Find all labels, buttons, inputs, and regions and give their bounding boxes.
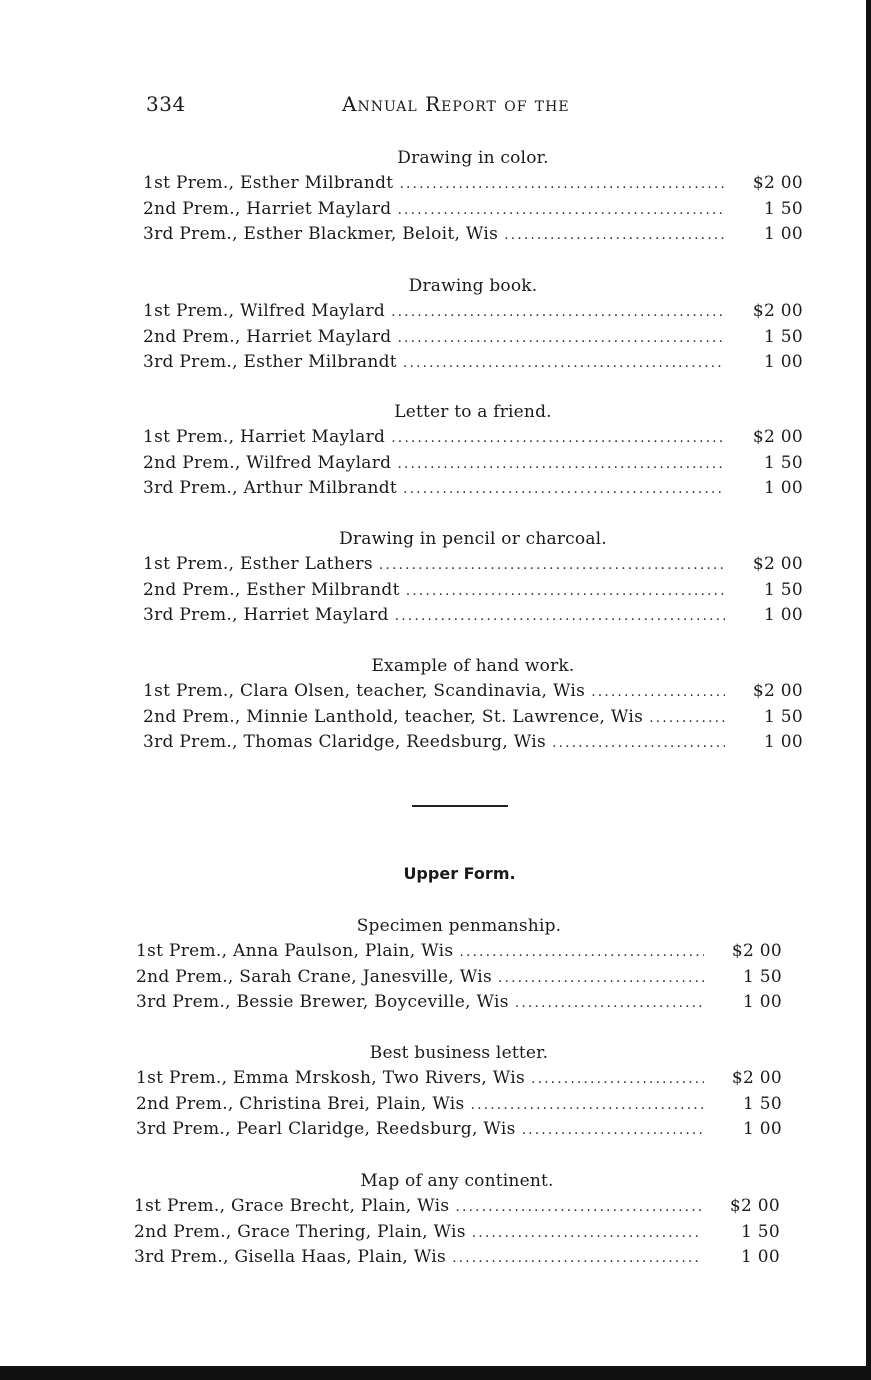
upper-form-heading: Upper Form. [403,864,516,883]
entry-amount: 1 50 [742,966,782,987]
premium-entry [143,451,803,477]
section-title: Map of any continent. [360,1171,554,1191]
scan-border-right [866,0,871,1380]
dot-leader [498,966,704,992]
premium-entry [134,1220,780,1246]
entry-amount: 1 00 [742,992,782,1012]
entry-text: 1st Prem., Harriet Maylard [143,427,386,447]
entry-text: 2nd Prem., Esther Milbrandt [143,579,400,600]
entry-amount: $2 00 [752,301,803,321]
entry-amount: 1 50 [763,326,803,347]
dot-leader [522,1118,704,1144]
section-drawing-in-pencil [143,526,803,629]
entry-amount: 1 50 [763,706,803,727]
dot-leader [552,731,725,757]
premium-entry [143,705,803,731]
premium-entry [136,1092,782,1118]
dot-leader [531,1067,704,1093]
entry-amount: $2 00 [752,427,803,447]
entry-text: 3rd Prem., Harriet Maylard [143,605,389,625]
premium-entry [134,1194,780,1220]
premium-entry [143,171,803,197]
entry-text: 2nd Prem., Sarah Crane, Janesville, Wis [136,966,492,987]
entry-amount: 1 00 [763,732,803,752]
dot-leader [515,991,704,1017]
section-title: Drawing book. [408,276,538,296]
dot-leader [406,579,725,605]
entry-text: 1st Prem., Clara Olsen, teacher, Scandinavia, Wis [143,681,586,701]
section-example-of-hand-work [143,653,803,756]
entry-text: 2nd Prem., Grace Thering, Plain, Wis [134,1221,466,1242]
section-drawing-book [143,273,803,376]
entry-amount: 1 00 [763,478,803,498]
entry-text: 3rd Prem., Pearl Claridge, Reedsburg, Wis [136,1119,516,1139]
entry-text: 1st Prem., Emma Mrskosh, Two Rivers, Wis [136,1068,526,1088]
entry-text: 2nd Prem., Minnie Lanthold, teacher, St. Lawrence, Wis [143,706,644,727]
dot-leader [397,198,725,224]
dot-leader [397,452,725,478]
premium-entry [143,299,803,325]
dot-leader [471,1093,704,1119]
entry-amount: 1 00 [763,224,803,244]
entry-amount: 1 50 [763,579,803,600]
dot-leader [379,553,725,579]
premium-entry [134,1245,780,1271]
dot-leader [391,426,725,452]
entry-amount: 1 50 [763,198,803,219]
entry-amount: $2 00 [752,554,803,574]
premium-entry [143,325,803,351]
section-title: Specimen penmanship. [356,916,562,936]
running-head: Annual Report of the [342,92,570,116]
section-letter-to-a-friend [143,399,803,502]
entry-text: 1st Prem., Anna Paulson, Plain, Wis [136,941,454,961]
premium-entry [143,552,803,578]
premium-entry [143,679,803,705]
entry-text: 3rd Prem., Arthur Milbrandt [143,478,398,498]
page-number: 334 [146,92,186,116]
premium-entry [143,350,803,376]
dot-leader [455,1195,702,1221]
entry-text: 1st Prem., Esther Lathers [143,554,373,574]
premium-entry [136,939,782,965]
entry-text: 3rd Prem., Esther Milbrandt [143,352,397,372]
dot-leader [649,706,725,732]
section-best-business-letter [136,1040,782,1143]
dot-leader [403,477,725,503]
section-specimen-penmanship [136,913,782,1016]
entry-amount: 1 00 [740,1247,780,1267]
entry-amount: 1 50 [742,1093,782,1114]
entry-text: 2nd Prem., Christina Brei, Plain, Wis [136,1093,465,1114]
entry-amount: $2 00 [729,1196,780,1216]
premium-entry [136,990,782,1016]
dot-leader [399,172,725,198]
dot-leader [452,1246,702,1272]
section-title: Drawing in pencil or charcoal. [339,529,607,549]
premium-entry [143,603,803,629]
entry-amount: 1 50 [740,1221,780,1242]
entry-amount: $2 00 [752,681,803,701]
section-title: Letter to a friend. [394,402,552,422]
section-drawing-in-color [143,145,803,248]
dot-leader [395,604,725,630]
premium-entry [143,425,803,451]
entry-text: 2nd Prem., Harriet Maylard [143,326,392,347]
entry-text: 3rd Prem., Esther Blackmer, Beloit, Wis [143,224,499,244]
dot-leader [459,940,704,966]
dot-leader [591,680,725,706]
premium-entry [136,1117,782,1143]
section-title: Drawing in color. [397,148,549,168]
entry-text: 1st Prem., Wilfred Maylard [143,301,386,321]
dot-leader [504,223,725,249]
entry-text: 2nd Prem., Wilfred Maylard [143,452,392,473]
entry-amount: 1 00 [763,352,803,372]
entry-text: 3rd Prem., Gisella Haas, Plain, Wis [134,1247,447,1267]
premium-entry [143,197,803,223]
page-header [146,92,786,122]
dot-leader [391,300,725,326]
entry-text: 1st Prem., Grace Brecht, Plain, Wis [134,1196,450,1216]
entry-text: 2nd Prem., Harriet Maylard [143,198,392,219]
premium-entry [143,222,803,248]
section-map-of-any-continent [134,1168,780,1271]
premium-entry [143,476,803,502]
dot-leader [397,326,725,352]
entry-amount: $2 00 [731,941,782,961]
dot-leader [472,1221,702,1247]
entry-text: 1st Prem., Esther Milbrandt [143,173,394,193]
entry-amount: $2 00 [731,1068,782,1088]
section-title: Best business letter. [369,1043,549,1063]
entry-text: 3rd Prem., Bessie Brewer, Boyceville, Wis [136,992,509,1012]
premium-entry [143,730,803,756]
entry-amount: $2 00 [752,173,803,193]
premium-entry [136,1066,782,1092]
entry-amount: 1 00 [763,605,803,625]
premium-entry [143,578,803,604]
section-title: Example of hand work. [371,656,575,676]
entry-amount: 1 00 [742,1119,782,1139]
section-divider [412,805,508,807]
entry-amount: 1 50 [763,452,803,473]
premium-entry [136,965,782,991]
scan-border-bottom [0,1366,871,1380]
dot-leader [403,351,725,377]
entry-text: 3rd Prem., Thomas Claridge, Reedsburg, Wis [143,732,546,752]
